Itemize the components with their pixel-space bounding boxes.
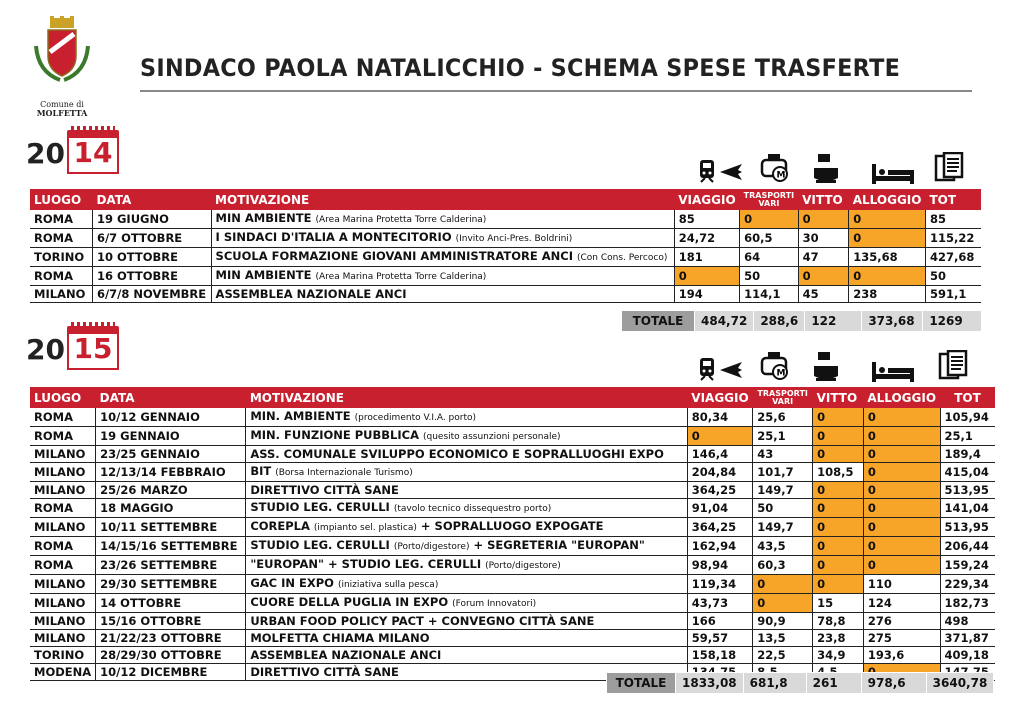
cell-luogo: MILANO [30, 446, 96, 463]
cell-alloggio: 275 [863, 630, 940, 647]
cell-tot: 105,94 [940, 408, 995, 427]
cell-motivazione [246, 499, 687, 518]
cell-viaggio: 98,94 [687, 556, 752, 575]
cell-tot: 206,44 [940, 537, 995, 556]
col-data: DATA [92, 189, 211, 210]
bed-icon [872, 360, 914, 382]
col-data: DATA [96, 387, 246, 408]
totals-row-2014 [621, 310, 982, 332]
cell-trasporti: 25,1 [753, 427, 813, 446]
motivazione-title: CUORE DELLA PUGLIA IN EXPO [250, 595, 449, 609]
cell-luogo: ROMA [30, 427, 96, 446]
cell-data: 10 OTTOBRE [92, 248, 211, 267]
cell-luogo: MILANO [30, 518, 96, 537]
table-row [30, 229, 981, 248]
cell-data: 19 GENNAIO [96, 427, 246, 446]
totale-tot: 3640,78 [926, 673, 994, 694]
table-row [30, 537, 995, 556]
cell-trasporti: 50 [753, 499, 813, 518]
cell-vitto: 108,5 [813, 463, 864, 482]
category-icons-2015 [698, 350, 970, 382]
table-header-row [30, 189, 981, 210]
table-row [30, 594, 995, 613]
table-row [30, 482, 995, 499]
motivazione-title: DIRETTIVO CITTÀ SANE [250, 665, 399, 679]
cell-vitto: 0 [798, 267, 849, 286]
cell-alloggio: 193,6 [863, 647, 940, 664]
col-luogo: LUOGO [30, 387, 96, 408]
table-row [30, 647, 995, 664]
cell-luogo: MODENA [30, 664, 96, 681]
totals-row-2015 [606, 672, 994, 694]
col-alloggio: ALLOGGIO [863, 387, 940, 408]
cell-luogo: MILANO [30, 463, 96, 482]
col-trasporti: TRASPORTI VARI [740, 189, 798, 210]
cell-vitto: 0 [813, 446, 864, 463]
receipt-icon [932, 152, 966, 184]
cell-data: 14/15/16 SETTEMBRE [96, 537, 246, 556]
cell-data: 29/30 SETTEMBRE [96, 575, 246, 594]
food-icon [812, 352, 840, 382]
cell-tot: 498 [940, 613, 995, 630]
cell-motivazione [211, 229, 674, 248]
train-plane-icon [698, 158, 744, 184]
cell-alloggio: 0 [863, 556, 940, 575]
cell-motivazione [211, 286, 674, 303]
table-row [30, 463, 995, 482]
cell-data: 23/26 SETTEMBRE [96, 556, 246, 575]
table-row [30, 210, 981, 229]
cell-motivazione [246, 427, 687, 446]
cell-vitto: 0 [813, 556, 864, 575]
totale-alloggio: 373,68 [862, 311, 923, 332]
svg-text:M: M [776, 368, 786, 379]
col-viaggio: VIAGGIO [687, 387, 752, 408]
motivazione-detail: (Borsa Internazionale Turismo) [275, 468, 413, 478]
cell-motivazione [211, 248, 674, 267]
cell-tot: 513,95 [940, 482, 995, 499]
motivazione-title: MIN. FUNZIONE PUBBLICA [250, 428, 419, 442]
motivazione-detail: (Area Marina Protetta Torre Calderina) [315, 215, 487, 225]
cell-vitto: 34,9 [813, 647, 864, 664]
cell-alloggio: 0 [863, 537, 940, 556]
year-suffix: 14 [73, 136, 113, 169]
motivazione-detail: (Forum Innovatori) [452, 599, 537, 609]
cell-tot: 415,04 [940, 463, 995, 482]
cell-vitto: 0 [813, 575, 864, 594]
cell-motivazione [246, 556, 687, 575]
cell-vitto: 0 [813, 408, 864, 427]
cell-vitto: 0 [813, 482, 864, 499]
cell-viaggio: 194 [674, 286, 739, 303]
cell-luogo: ROMA [30, 229, 92, 248]
motivazione-title: STUDIO LEG. CERULLI [250, 500, 390, 514]
cell-alloggio: 0 [863, 499, 940, 518]
totale-label: TOTALE [607, 673, 676, 694]
taxi-metro-icon [760, 154, 790, 184]
cell-motivazione [211, 210, 674, 229]
cell-alloggio: 0 [849, 229, 926, 248]
cell-viaggio: 119,34 [687, 575, 752, 594]
cell-tot: 591,1 [925, 286, 981, 303]
cell-vitto: 47 [798, 248, 849, 267]
cell-viaggio: 166 [687, 613, 752, 630]
col-viaggio: VIAGGIO [674, 189, 739, 210]
cell-data: 19 GIUGNO [92, 210, 211, 229]
motivazione-detail: (procedimento V.I.A. porto) [354, 413, 477, 423]
year-prefix: 20 [26, 137, 65, 170]
cell-alloggio: 0 [849, 210, 926, 229]
cell-trasporti: 22,5 [753, 647, 813, 664]
table-row [30, 446, 995, 463]
motivazione-title: "EUROPAN" + STUDIO LEG. CERULLI [250, 557, 482, 571]
motivazione-title: MOLFETTA CHIAMA MILANO [250, 631, 430, 645]
cell-data: 12/13/14 FEBBRAIO [96, 463, 246, 482]
cell-vitto: 23,8 [813, 630, 864, 647]
cell-viaggio: 181 [674, 248, 739, 267]
cell-data: 18 MAGGIO [96, 499, 246, 518]
cell-alloggio: 0 [863, 427, 940, 446]
cell-luogo: MILANO [30, 575, 96, 594]
totale-label: TOTALE [622, 311, 695, 332]
year-suffix: 15 [73, 332, 113, 365]
cell-vitto: 30 [798, 229, 849, 248]
table-row [30, 427, 995, 446]
motivazione-title: COREPLA [250, 519, 310, 533]
comune-logo [26, 16, 98, 118]
cell-tot: 427,68 [925, 248, 981, 267]
cell-luogo: TORINO [30, 647, 96, 664]
cell-luogo: MILANO [30, 594, 96, 613]
cell-trasporti: 90,9 [753, 613, 813, 630]
cell-trasporti: 13,5 [753, 630, 813, 647]
motivazione-detail: (Con Cons. Percoco) [577, 253, 668, 263]
table-row [30, 518, 995, 537]
cell-alloggio: 0 [863, 518, 940, 537]
calendar-icon [67, 130, 119, 176]
motivazione-detail: (quesito assunzioni personale) [423, 432, 561, 442]
col-vitto: VITTO [798, 189, 849, 210]
col-vitto: VITTO [813, 387, 864, 408]
motivazione-detail: (impianto sel. plastica) [313, 523, 417, 533]
cell-data: 21/22/23 OTTOBRE [96, 630, 246, 647]
cell-data: 6/7 OTTOBRE [92, 229, 211, 248]
cell-viaggio: 162,94 [687, 537, 752, 556]
motivazione-detail: (Area Marina Protetta Torre Calderina) [315, 272, 487, 282]
cell-data: 14 OTTOBRE [96, 594, 246, 613]
cell-viaggio: 91,04 [687, 499, 752, 518]
cell-tot: 50 [925, 267, 981, 286]
year-2015-badge [26, 326, 119, 372]
page-title: SINDACO PAOLA NATALICCHIO - SCHEMA SPESE TRASFERTE [140, 54, 901, 82]
motivazione-title: STUDIO LEG. CERULLI [250, 538, 390, 552]
cell-tot: 85 [925, 210, 981, 229]
cell-data: 16 OTTOBRE [92, 267, 211, 286]
cell-tot: 182,73 [940, 594, 995, 613]
cell-luogo: MILANO [30, 630, 96, 647]
cell-alloggio: 238 [849, 286, 926, 303]
col-trasporti: TRASPORTI VARI [753, 387, 813, 408]
cell-trasporti: 43,5 [753, 537, 813, 556]
cell-trasporti: 0 [753, 575, 813, 594]
cell-alloggio: 124 [863, 594, 940, 613]
table-row [30, 267, 981, 286]
motivazione-detail: (Porto/digestore) [485, 561, 561, 571]
cell-alloggio: 110 [863, 575, 940, 594]
cell-data: 15/16 OTTOBRE [96, 613, 246, 630]
cell-motivazione [246, 446, 687, 463]
cell-data: 23/25 GENNAIO [96, 446, 246, 463]
table-row [30, 286, 981, 303]
table-row [30, 613, 995, 630]
cell-luogo: MILANO [30, 286, 92, 303]
cell-motivazione [246, 575, 687, 594]
cell-luogo: ROMA [30, 537, 96, 556]
cell-luogo: MILANO [30, 613, 96, 630]
cell-tot: 513,95 [940, 518, 995, 537]
cell-alloggio: 0 [849, 267, 926, 286]
cell-motivazione [211, 267, 674, 286]
cell-data: 28/29/30 OTTOBRE [96, 647, 246, 664]
col-luogo: LUOGO [30, 189, 92, 210]
cell-trasporti: 25,6 [753, 408, 813, 427]
expenses-table-2014 [30, 189, 981, 303]
cell-trasporti: 50 [740, 267, 798, 286]
cell-viaggio: 0 [687, 427, 752, 446]
cell-alloggio: 135,68 [849, 248, 926, 267]
svg-text:M: M [776, 170, 786, 181]
year-prefix: 20 [26, 333, 65, 366]
train-plane-icon [698, 356, 744, 382]
cell-vitto: 0 [813, 537, 864, 556]
cell-luogo: ROMA [30, 267, 92, 286]
cell-tot: 409,18 [940, 647, 995, 664]
cell-viaggio: 158,18 [687, 647, 752, 664]
totale-trasporti: 288,6 [754, 311, 805, 332]
col-motivazione: MOTIVAZIONE [246, 387, 687, 408]
category-icons-2014 [698, 152, 966, 184]
motivazione-title: DIRETTIVO CITTÀ SANE [250, 483, 399, 497]
motivazione-title: I SINDACI D'ITALIA A MONTECITORIO [215, 230, 452, 244]
cell-viaggio: 364,25 [687, 518, 752, 537]
cell-viaggio: 204,84 [687, 463, 752, 482]
cell-data: 25/26 MARZO [96, 482, 246, 499]
col-tot: TOT [925, 189, 981, 210]
cell-data: 10/12 DICEMBRE [96, 664, 246, 681]
cell-luogo: ROMA [30, 210, 92, 229]
cell-trasporti: 43 [753, 446, 813, 463]
cell-viaggio: 0 [674, 267, 739, 286]
col-alloggio: ALLOGGIO [849, 189, 926, 210]
cell-tot: 115,22 [925, 229, 981, 248]
cell-trasporti: 114,1 [740, 286, 798, 303]
cell-luogo: ROMA [30, 556, 96, 575]
receipt-icon [936, 350, 970, 382]
motivazione-title: ASSEMBLEA NAZIONALE ANCI [215, 287, 407, 301]
motivazione-extra: + SOPRALLUOGO EXPOGATE [420, 519, 604, 533]
totale-trasporti: 681,8 [743, 673, 806, 694]
cell-alloggio: 276 [863, 613, 940, 630]
motivazione-detail: (iniziativa sulla pesca) [337, 580, 439, 590]
calendar-icon [67, 326, 119, 372]
motivazione-detail: (Invito Anci-Pres. Boldrini) [455, 234, 573, 244]
cell-tot: 189,4 [940, 446, 995, 463]
cell-trasporti: 60,3 [753, 556, 813, 575]
cell-viaggio: 364,25 [687, 482, 752, 499]
col-tot: TOT [940, 387, 995, 408]
motivazione-title: ASS. COMUNALE SVILUPPO ECONOMICO E SOPRALLUOGHI EXPO [250, 447, 664, 461]
motivazione-title: MIN AMBIENTE [215, 211, 312, 225]
cell-tot: 141,04 [940, 499, 995, 518]
cell-tot: 25,1 [940, 427, 995, 446]
cell-vitto: 0 [813, 427, 864, 446]
cell-motivazione [246, 463, 687, 482]
motivazione-title: SCUOLA FORMAZIONE GIOVANI AMMINISTRATORE ANCI [215, 249, 573, 263]
cell-trasporti: 149,7 [753, 518, 813, 537]
cell-vitto: 0 [813, 499, 864, 518]
totale-vitto: 122 [805, 311, 862, 332]
cell-trasporti: 0 [753, 594, 813, 613]
cell-luogo: TORINO [30, 248, 92, 267]
taxi-metro-icon [760, 352, 790, 382]
cell-trasporti: 64 [740, 248, 798, 267]
logo-line-1: Comune di [40, 100, 84, 109]
cell-tot: 229,34 [940, 575, 995, 594]
cell-luogo: ROMA [30, 499, 96, 518]
motivazione-title: BIT [250, 464, 272, 478]
cell-motivazione [246, 613, 687, 630]
cell-motivazione [246, 482, 687, 499]
cell-viaggio: 85 [674, 210, 739, 229]
cell-data: 10/12 GENNAIO [96, 408, 246, 427]
cell-motivazione [246, 518, 687, 537]
cell-alloggio: 0 [863, 446, 940, 463]
motivazione-title: MIN AMBIENTE [215, 268, 312, 282]
cell-motivazione [246, 408, 687, 427]
cell-vitto: 0 [798, 210, 849, 229]
cell-alloggio: 0 [863, 482, 940, 499]
cell-viaggio: 24,72 [674, 229, 739, 248]
title-divider [140, 90, 972, 92]
totale-viaggio: 1833,08 [676, 673, 744, 694]
logo-line-2: MOLFETTA [36, 108, 88, 118]
expenses-table-2015 [30, 387, 995, 681]
cell-motivazione [246, 647, 687, 664]
cell-motivazione [246, 537, 687, 556]
cell-viaggio: 59,57 [687, 630, 752, 647]
year-2014-badge [26, 130, 119, 176]
cell-vitto: 0 [813, 518, 864, 537]
table-row [30, 556, 995, 575]
cell-data: 6/7/8 NOVEMBRE [92, 286, 211, 303]
cell-trasporti: 60,5 [740, 229, 798, 248]
table-row [30, 248, 981, 267]
cell-viaggio: 146,4 [687, 446, 752, 463]
food-icon [812, 154, 840, 184]
motivazione-extra: + SEGRETERIA "EUROPAN" [473, 538, 645, 552]
cell-luogo: MILANO [30, 482, 96, 499]
cell-luogo: ROMA [30, 408, 96, 427]
cell-trasporti: 101,7 [753, 463, 813, 482]
cell-tot: 371,87 [940, 630, 995, 647]
cell-tot: 159,24 [940, 556, 995, 575]
totale-vitto: 261 [806, 673, 861, 694]
totale-tot: 1269 [923, 311, 982, 332]
cell-vitto: 15 [813, 594, 864, 613]
cell-viaggio: 80,34 [687, 408, 752, 427]
table-header-row [30, 387, 995, 408]
cell-motivazione [246, 594, 687, 613]
bed-icon [872, 162, 914, 184]
motivazione-detail: (Porto/digestore) [393, 542, 470, 552]
coat-of-arms-icon [26, 16, 98, 96]
cell-viaggio: 43,73 [687, 594, 752, 613]
table-row [30, 408, 995, 427]
cell-vitto: 78,8 [813, 613, 864, 630]
table-row [30, 575, 995, 594]
motivazione-title: MIN. AMBIENTE [250, 409, 351, 423]
cell-trasporti: 149,7 [753, 482, 813, 499]
cell-alloggio: 0 [863, 463, 940, 482]
cell-data: 10/11 SETTEMBRE [96, 518, 246, 537]
totale-viaggio: 484,72 [695, 311, 754, 332]
table-row [30, 630, 995, 647]
motivazione-title: GAC IN EXPO [250, 576, 334, 590]
motivazione-title: URBAN FOOD POLICY PACT + CONVEGNO CITTÀ SANE [250, 614, 595, 628]
cell-vitto: 45 [798, 286, 849, 303]
table-row [30, 499, 995, 518]
col-motivazione: MOTIVAZIONE [211, 189, 674, 210]
cell-trasporti: 0 [740, 210, 798, 229]
totale-alloggio: 978,6 [861, 673, 926, 694]
cell-alloggio: 0 [863, 408, 940, 427]
motivazione-title: ASSEMBLEA NAZIONALE ANCI [250, 648, 442, 662]
cell-motivazione [246, 630, 687, 647]
motivazione-detail: (tavolo tecnico dissequestro porto) [393, 504, 552, 514]
